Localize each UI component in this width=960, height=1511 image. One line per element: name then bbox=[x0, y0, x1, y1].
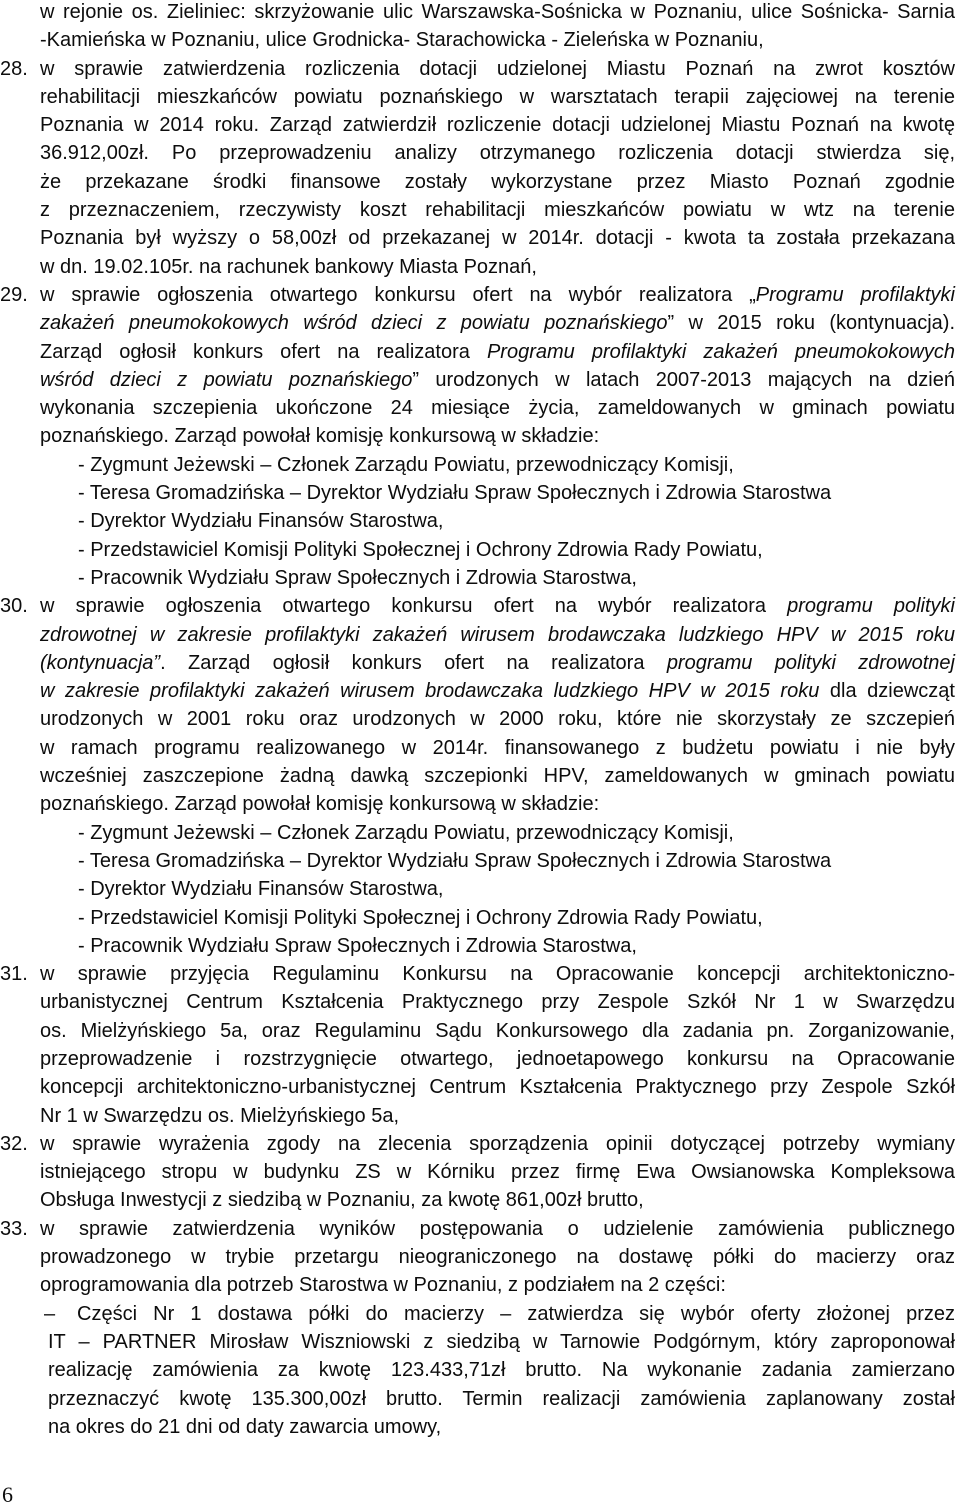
text-line: że przekazane środki finansowe zostały wykorzystane przez Miasto Poznań zgodnie bbox=[40, 170, 955, 193]
italic-program-title: programu polityki bbox=[787, 595, 955, 618]
text-line bbox=[40, 677, 955, 705]
text-segment: Zarząd ogłosił konkurs ofert na realizatora bbox=[40, 340, 487, 363]
text-line: w dn. 19.02.105r. na rachunek bankowy Miasta Poznań, bbox=[40, 255, 537, 278]
text-line bbox=[40, 366, 955, 394]
item-number: 30. bbox=[0, 595, 28, 618]
item-number: 33. bbox=[0, 1217, 28, 1240]
item-text bbox=[40, 1130, 955, 1215]
committee-member: - Teresa Gromadzińska – Dyrektor Wydziału Spraw Społecznych i Zdrowia Starostwa bbox=[78, 849, 832, 872]
text-line bbox=[44, 1300, 955, 1328]
text-line: urbanistycznej Centrum Kształcenia Praktycznego przy Zespole Szkół Nr 1 w Swarzędzu bbox=[40, 991, 955, 1014]
text-segment: w sprawie ogłoszenia otwartego konkursu ofert na wybór realizatora „ bbox=[40, 283, 756, 306]
text-line: przeznaczyć kwotę 135.300,00zł brutto. Termin realizacji zamówienia zaplanowany został bbox=[48, 1387, 955, 1410]
text-line: w sprawie przyjęcia Regulaminu Konkursu na Opracowanie koncepcji architektoniczno- bbox=[40, 963, 955, 986]
committee-member: - Pracownik Wydziału Spraw Społecznych i Zdrowia Starostwa, bbox=[78, 566, 637, 589]
agenda-item-28 bbox=[0, 55, 955, 281]
text-line: przeprowadzenie i rozstrzygnięcie otwartego, jednoetapowego konkursu na Opracowanie bbox=[40, 1047, 955, 1070]
page-number: 6 bbox=[2, 1482, 13, 1507]
text-line: Obsługa Inwestycji z siedzibą w Poznaniu, za kwotę 861,00zł brutto, bbox=[40, 1189, 644, 1212]
italic-program-title: programu polityki zdrowotnej bbox=[666, 651, 955, 674]
committee-member: - Teresa Gromadzińska – Dyrektor Wydziału Spraw Społecznych i Zdrowia Starostwa bbox=[78, 482, 832, 505]
agenda-item-33 bbox=[0, 1215, 955, 1441]
committee-member: - Dyrektor Wydziału Finansów Starostwa, bbox=[78, 878, 444, 901]
text-line bbox=[40, 592, 955, 620]
text-line: na okres do 21 dni od daty zawarcia umowy, bbox=[48, 1415, 442, 1438]
text-line: rehabilitacji mieszkańców powiatu poznańskiego w warsztatach terapii zajęciowej na terenie bbox=[40, 85, 955, 108]
text-line: w sprawie zatwierdzenia rozliczenia dotacji udzielonej Miastu Poznań na zwrot kosztów bbox=[40, 57, 955, 80]
item-text bbox=[40, 1215, 955, 1441]
continued-item-text bbox=[40, 0, 955, 55]
text-line: Poznania w 2014 roku. Zarząd zatwierdził rozliczenie dotacji udzielonej Miastu Poznań na kwotę bbox=[40, 114, 955, 137]
text-line bbox=[40, 281, 955, 309]
italic-program-title: (kontynuacja” bbox=[40, 651, 161, 674]
item-number: 29. bbox=[0, 283, 28, 306]
committee-member: - Przedstawiciel Komisji Polityki Społecznej i Ochrony Zdrowia Rady Powiatu, bbox=[78, 906, 763, 929]
italic-program-title: Programu profilaktyki bbox=[755, 283, 955, 306]
text-line: z przeznaczeniem, rzeczywisty koszt rehabilitacji mieszkańców powiatu w wtz na terenie bbox=[40, 199, 955, 222]
text-segment: dla dziewcząt bbox=[819, 680, 955, 703]
text-line: Nr 1 w Swarzędzu os. Mielżyńskiego 5a, bbox=[40, 1104, 400, 1127]
item-text bbox=[40, 55, 955, 281]
text-line: urodzonych w 2001 roku oraz urodzonych w 2000 roku, które nie skorzystały ze szczepień bbox=[40, 708, 955, 731]
committee-member: - Pracownik Wydziału Spraw Społecznych i Zdrowia Starostwa, bbox=[78, 934, 637, 957]
agenda-item-29 bbox=[0, 281, 955, 592]
committee-member: - Dyrektor Wydziału Finansów Starostwa, bbox=[78, 510, 444, 533]
committee-member: - Zygmunt Jeżewski – Członek Zarządu Powiatu, przewodniczący Komisji, bbox=[78, 453, 734, 476]
text-line: w ramach programu realizowanego w 2014r. finansowanego z budżetu powiatu i nie były bbox=[40, 736, 955, 759]
text-segment: w sprawie ogłoszenia otwartego konkursu ofert na wybór realizatora bbox=[40, 595, 788, 618]
italic-program-title: zdrowotnej w zakresie profilaktyki zakażeń wirusem brodawczaka ludzkiego HPV w 2015 roku bbox=[40, 623, 955, 646]
italic-program-title: wśród dzieci z powiatu poznańskiego bbox=[40, 368, 413, 391]
text-line bbox=[40, 649, 955, 677]
text-line: w sprawie zatwierdzenia wyników postępowania o udzielenie zamówienia publicznego bbox=[40, 1217, 955, 1240]
text-line: poznańskiego. Zarząd powołał komisję konkursową w składzie: bbox=[40, 793, 600, 816]
agenda-item-30 bbox=[0, 592, 955, 960]
agenda-item-32 bbox=[0, 1130, 955, 1215]
text-line: w sprawie wyrażenia zgody na zlecenia sporządzenia opinii dotyczącej potrzeby wymiany bbox=[40, 1132, 955, 1155]
agenda-item-31 bbox=[0, 960, 955, 1130]
italic-program-title: zakażeń pneumokokowych wśród dzieci z powiatu poznańskiego bbox=[40, 312, 668, 335]
text-line: w rejonie os. Zieliniec: skrzyżowanie ulic Warszawska-Sośnicka w Poznaniu, ulice Sośnicka- Sarnia bbox=[40, 1, 955, 23]
text-segment: Części Nr 1 dostawa półki do macierzy – zatwierdza się wybór oferty złożonej przez bbox=[77, 1302, 955, 1325]
text-line: -Kamieńska w Poznaniu, ulice Grodnicka- Starachowicka - Zieleńska w Poznaniu, bbox=[40, 29, 764, 52]
text-segment: ” urodzonych w latach 2007-2013 mających na dzień bbox=[412, 368, 955, 391]
text-line: prowadzonego w trybie przetargu nieograniczonego na dostawę półki do macierzy oraz bbox=[40, 1246, 955, 1269]
text-segment: . Zarząd ogłosił konkurs ofert na realizatora bbox=[160, 651, 667, 674]
item-number: 31. bbox=[0, 963, 28, 986]
text-line: poznańskiego. Zarząd powołał komisję konkursową w składzie: bbox=[40, 425, 600, 448]
text-line: os. Mielżyńskiego 5a, oraz Regulaminu Sądu Konkursowego dla zadania pn. Zorganizowanie, bbox=[40, 1019, 955, 1042]
item-text bbox=[40, 592, 955, 960]
item-number: 28. bbox=[0, 57, 28, 80]
text-line: oprogramowania dla potrzeb Starostwa w Poznaniu, z podziałem na 2 części: bbox=[40, 1274, 726, 1297]
committee-member: - Zygmunt Jeżewski – Członek Zarządu Powiatu, przewodniczący Komisji, bbox=[78, 821, 734, 844]
list-dash-marker: – bbox=[44, 1302, 56, 1325]
item-text bbox=[40, 960, 955, 1130]
text-line: wykonania szczepienia ukończone 24 miesiące życia, zameldowanych w gminach powiatu bbox=[40, 397, 955, 420]
text-line: IT – PARTNER Mirosław Wiszniowski z siedzibą w Tarnowie Podgórnym, który zaproponował bbox=[48, 1330, 955, 1353]
text-segment: ” w 2015 roku (kontynuacja). bbox=[667, 312, 955, 335]
text-line bbox=[40, 309, 955, 337]
text-line: koncepcji architektoniczno-urbanistycznej Centrum Kształcenia Praktycznego przy Zespole Szkół bbox=[40, 1076, 955, 1099]
text-line bbox=[40, 621, 955, 649]
text-line: realizację zamówienia za kwotę 123.433,71zł brutto. Na wykonanie zadania zamierzano bbox=[48, 1359, 955, 1382]
tender-part-1 bbox=[44, 1300, 955, 1441]
text-line: istniejącego stropu w budynku ZS w Kórniku przez firmę Ewa Owsianowska Kompleksowa bbox=[40, 1161, 955, 1184]
text-line bbox=[40, 338, 955, 366]
italic-program-title: w zakresie profilaktyki zakażeń wirusem brodawczaka ludzkiego HPV w 2015 roku bbox=[40, 680, 820, 703]
committee-member: - Przedstawiciel Komisji Polityki Społecznej i Ochrony Zdrowia Rady Powiatu, bbox=[78, 538, 763, 561]
text-line: Poznania był wyższy o 58,00zł od przekazanej w 2014r. dotacji - kwota ta została przekazana bbox=[40, 227, 955, 250]
italic-program-title: Programu profilaktyki zakażeń pneumokokowych bbox=[486, 340, 955, 363]
text-line: 36.912,00zł. Po przeprowadzeniu analizy otrzymanego rozliczenia dotacji stwierdza się, bbox=[40, 142, 955, 165]
item-number: 32. bbox=[0, 1132, 28, 1155]
item-text bbox=[40, 281, 955, 592]
text-line: wcześniej zaszczepione żadną dawką szczepionki HPV, zameldowanych w gminach powiatu bbox=[40, 765, 955, 788]
